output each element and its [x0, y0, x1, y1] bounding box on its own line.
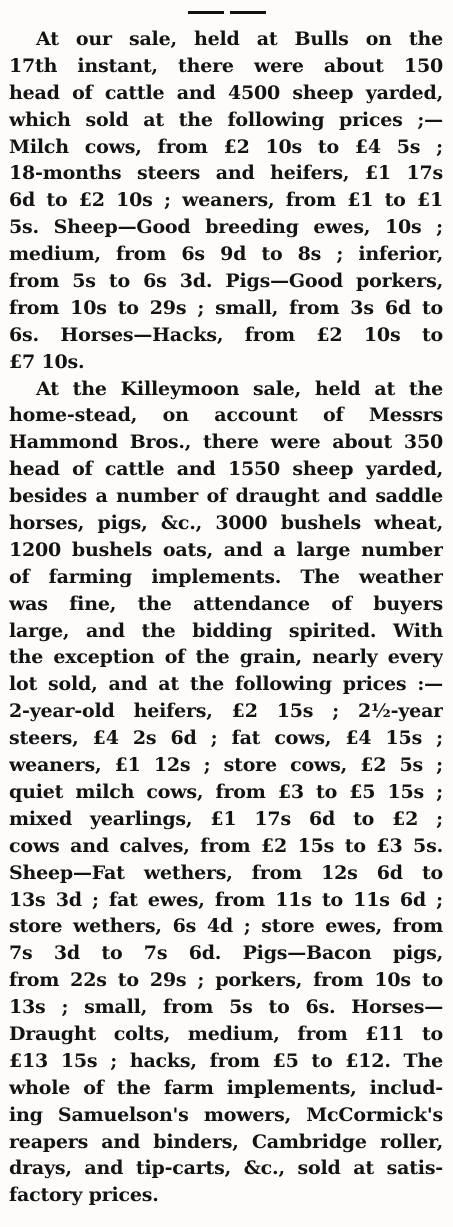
text-line: horses, pigs, &c., 3000 bushels wheat, [9, 512, 443, 535]
text-line: weaners, £1 12s ; store cows, £2 5s ; [9, 754, 443, 777]
text-line: head of cattle and 1550 sheep yarded, [9, 458, 443, 481]
text-line: £7 10s. [9, 350, 85, 373]
text-line: from 5s to 6s 3d. Pigs—Good porkers, [9, 270, 443, 293]
text-line: 5s. Sheep—Good breeding ewes, 10s ; [9, 216, 443, 239]
text-line: Sheep—Fat wethers, from 12s 6d to [9, 861, 443, 884]
text-line: At the Killeymoon sale, held at the [36, 377, 443, 400]
text-line: 2-year-old heifers, £2 15s ; 2½-year [9, 700, 443, 723]
text-line: 6s. Horses—Hacks, from £2 10s to [9, 323, 443, 346]
text-line: At our sale, held at Bulls on the [36, 28, 443, 50]
text-line: medium, from 6s 9d to 8s ; inferior, [9, 243, 443, 266]
text-line: which sold at the following prices ;— [9, 108, 443, 131]
text-line: quiet milch cows, from £3 to £5 15s ; [9, 780, 443, 803]
text-line: mixed yearlings, £1 17s 6d to £2 ; [9, 807, 443, 830]
text-line: 13s 3d ; fat ewes, from 11s to 11s 6d ; [9, 888, 443, 911]
text-line: was fine, the attendance of buyers [9, 592, 443, 615]
text-line: 1200 bushels oats, and a large number [9, 538, 443, 561]
text-line: the exception of the grain, nearly every [9, 646, 443, 669]
text-line: besides a number of draught and saddle [9, 485, 443, 508]
text-line: from 10s to 29s ; small, from 3s 6d to [9, 296, 443, 319]
text-line: 18-months steers and heifers, £1 17s [9, 162, 443, 185]
text-line: lot sold, and at the following prices :— [9, 673, 443, 696]
paragraph-killeymoon-sale [9, 376, 443, 1210]
text-line: drays, and tip-carts, &c., sold at satis- [9, 1157, 443, 1180]
text-line: Hammond Bros., there were about 350 [9, 431, 443, 454]
text-line: large, and the bidding spirited. With [9, 619, 443, 642]
text-line: ing Samuelson's mowers, McCormick's [9, 1103, 443, 1126]
text-line: 7s 3d to 7s 6d. Pigs—Bacon pigs, [9, 942, 443, 965]
text-line: home-stead, on account of Messrs [9, 404, 443, 427]
text-line: cows and calves, from £2 15s to £3 5s. [9, 834, 443, 857]
text-line: head of cattle and 4500 sheep yarded, [9, 81, 443, 104]
text-line: 17th instant, there were about 150 [9, 54, 443, 77]
header-rule-right [230, 11, 266, 14]
text-line: 6d to £2 10s ; weaners, from £1 to £1 [9, 189, 443, 212]
text-line: factory prices. [9, 1184, 159, 1207]
text-line: from 22s to 29s ; porkers, from 10s to [9, 969, 443, 992]
text-line: Draught colts, medium, from £11 to [9, 1022, 443, 1045]
text-line: whole of the farm implements, includ- [9, 1076, 443, 1099]
text-line: reapers and binders, Cambridge roller, [9, 1130, 443, 1153]
paragraph-bulls-sale [9, 26, 443, 376]
text-line: of farming implements. The weather [9, 565, 443, 588]
text-line: £13 15s ; hacks, from £5 to £12. The [9, 1049, 443, 1072]
header-rule [0, 11, 453, 17]
article-body [9, 26, 443, 1209]
header-rule-left [188, 11, 224, 14]
text-line: steers, £4 2s 6d ; fat cows, £4 15s ; [9, 727, 443, 750]
text-line: 13s ; small, from 5s to 6s. Horses— [9, 996, 443, 1019]
text-line: store wethers, 6s 4d ; store ewes, from [9, 915, 443, 938]
text-line: Milch cows, from £2 10s to £4 5s ; [9, 135, 443, 158]
